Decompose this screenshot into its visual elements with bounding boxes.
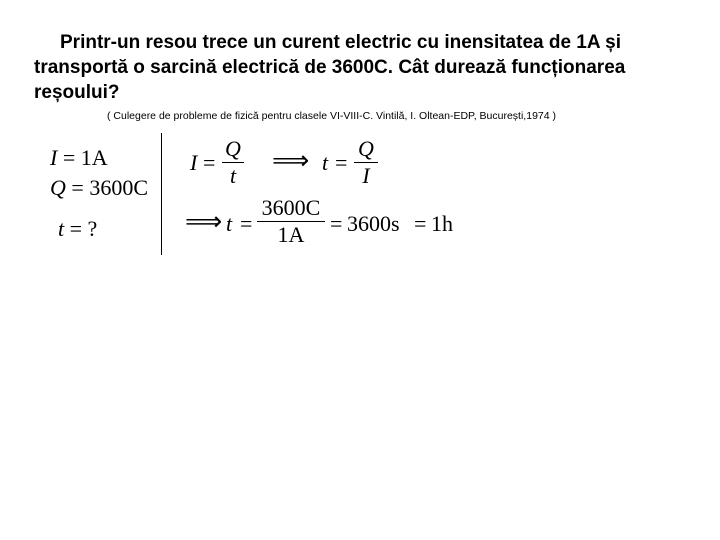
- calc-eq-2: =: [330, 211, 343, 236]
- implies-arrow-1: ⟹: [272, 146, 310, 176]
- problem-line-2: transportă o sarcină electrică de 3600C. Cât durează funcționarea: [34, 57, 626, 78]
- calc-seconds: 3600s: [347, 211, 400, 236]
- formula2-eq: =: [335, 150, 348, 175]
- formula1-eq: =: [203, 150, 216, 175]
- given-charge: Q = 3600C: [50, 175, 148, 200]
- source-citation: ( Culegere de probleme de fizică pentru clasele VI-VIII-C. Vintilă, I. Oltean-EDP, București,1974 ): [107, 110, 556, 122]
- formula2-fraction: Q I: [354, 137, 378, 188]
- formula1-lhs: I: [190, 150, 198, 175]
- problem-line-3: reșoului?: [34, 82, 120, 103]
- given-current: I = 1A: [50, 145, 108, 170]
- formula2-lhs: t: [322, 150, 329, 175]
- calc-fraction: 3600C 1A: [257, 196, 325, 247]
- formula1-fraction: Q t: [222, 137, 244, 188]
- calc-eq-3: =: [414, 211, 427, 236]
- calc-eq-1: =: [240, 211, 253, 236]
- problem-statement: [34, 30, 684, 105]
- problem-line-1: Printr-un resou trece un curent electric cu inensitatea de 1A și: [60, 32, 622, 53]
- calc-lhs: t: [226, 211, 233, 236]
- calc-hours: 1h: [431, 211, 453, 236]
- given-time-unknown: t = ?: [58, 216, 98, 241]
- separator-line: [161, 133, 162, 255]
- implies-arrow-2: ⟹: [185, 207, 223, 237]
